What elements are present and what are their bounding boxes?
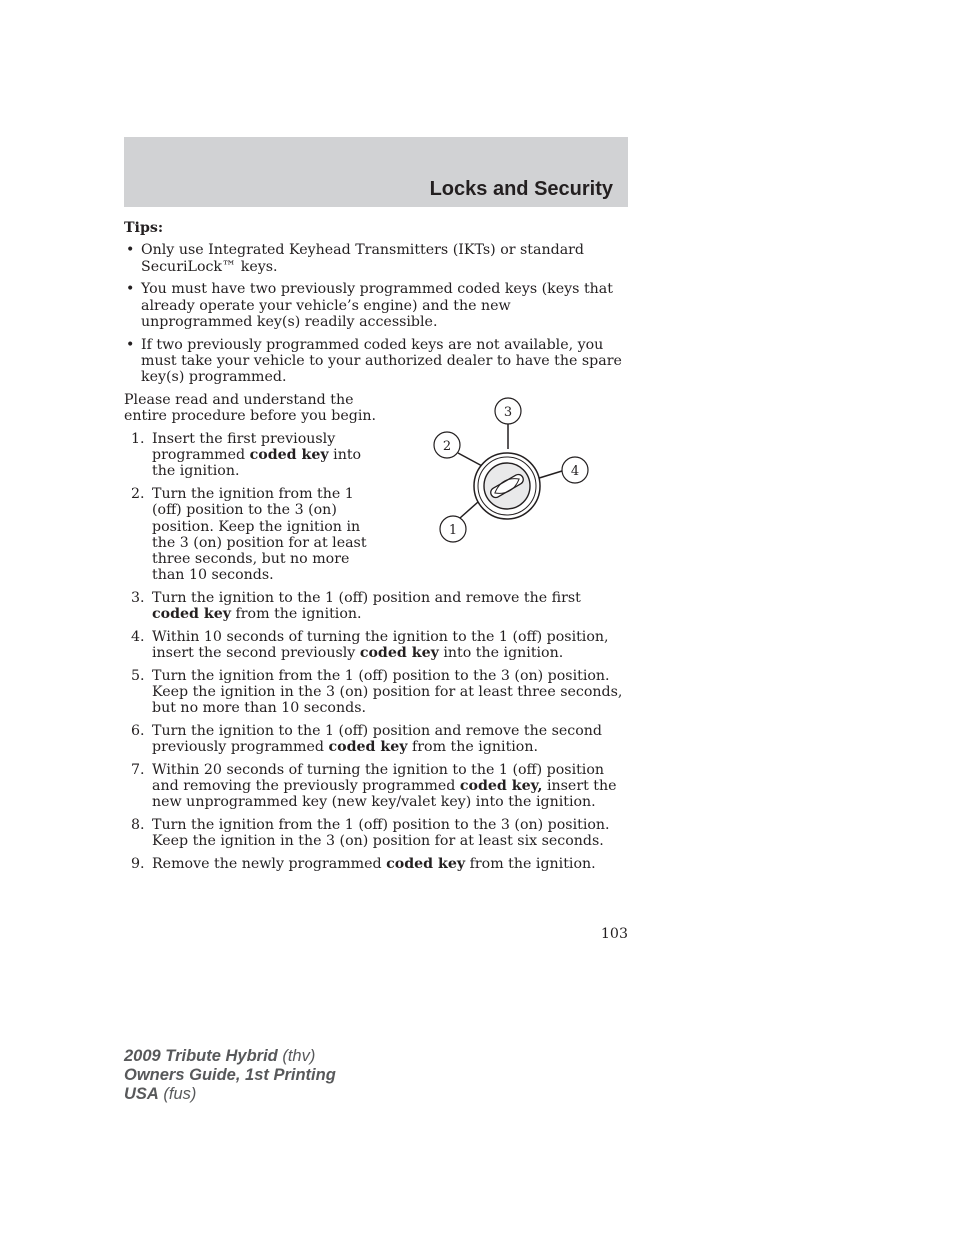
procedure-step bbox=[124, 486, 380, 584]
step-number: 4. bbox=[131, 628, 145, 645]
tip-item bbox=[124, 337, 624, 386]
bullet-icon: • bbox=[126, 336, 135, 353]
position-label: 3 bbox=[503, 405, 513, 420]
step-emphasis: coded key bbox=[328, 739, 408, 756]
document-footer bbox=[124, 1047, 336, 1104]
tip-text: Only use Integrated Keyhead Transmitters (IKTs) or standard SecuriLock™ keys. bbox=[141, 242, 585, 275]
position-4-line bbox=[536, 471, 562, 479]
step-text: into the ignition. bbox=[152, 447, 362, 480]
step-text: Turn the ignition to the 1 (off) position and remove the second previously programmed bbox=[152, 723, 603, 756]
step-text: Within 20 seconds of turning the ignition to the 1 (off) position and removing the previously programmed bbox=[152, 761, 605, 795]
step-text: from the ignition. bbox=[231, 606, 362, 623]
step-emphasis: coded key bbox=[152, 606, 232, 623]
position-label: 1 bbox=[448, 523, 458, 538]
step-text: Turn the ignition from the 1 (off) position to the 3 (on) position. Keep the ignition in the 3 (on) position for at least three seconds, but no more than 10 seconds. bbox=[152, 667, 623, 717]
step-number: 1. bbox=[131, 430, 145, 447]
step-number: 5. bbox=[131, 667, 145, 684]
tip-text: If two previously programmed coded keys are not available, you must take your vehicle to your authorized dealer to have the spare key(s) programmed. bbox=[141, 336, 622, 386]
step-text: from the ignition. bbox=[465, 855, 596, 872]
footer-line-2: Owners Guide, 1st Printing bbox=[124, 1066, 336, 1084]
tips-list bbox=[124, 242, 624, 385]
procedure-step bbox=[124, 723, 624, 756]
step-text: Turn the ignition to the 1 (off) position and remove the first bbox=[152, 590, 581, 607]
position-1-line bbox=[460, 502, 478, 518]
procedure-step bbox=[124, 431, 380, 480]
footer-line-1: 2009 Tribute Hybrid (thv) bbox=[124, 1047, 316, 1065]
page-number: 103 bbox=[600, 926, 628, 942]
step-emphasis: coded key bbox=[359, 645, 439, 662]
step-text: Turn the ignition from the 1 (off) position to the 3 (on) position. Keep the ignition in the 3 (on) position for at least six seconds. bbox=[152, 817, 610, 850]
procedure-step bbox=[124, 590, 624, 623]
section-title: Locks and Security bbox=[429, 178, 613, 200]
procedure-step bbox=[124, 856, 624, 872]
step-number: 3. bbox=[131, 590, 145, 607]
step-text: Within 10 seconds of turning the ignition to the 1 (off) position, insert the second previously bbox=[152, 628, 609, 662]
step-number: 8. bbox=[131, 817, 145, 834]
procedure-intro: Please read and understand the entire procedure before you begin. bbox=[124, 392, 377, 425]
footer-line-3: USA (fus) bbox=[124, 1085, 197, 1103]
step-number: 9. bbox=[131, 855, 145, 872]
step-text: insert the new unprogrammed key (new key/valet key) into the ignition. bbox=[152, 778, 617, 811]
position-label: 4 bbox=[570, 464, 580, 479]
position-2-line bbox=[458, 453, 484, 467]
ignition-positions-diagram bbox=[428, 393, 598, 548]
procedure-step bbox=[124, 629, 624, 662]
position-label: 2 bbox=[442, 439, 452, 454]
section-header-band bbox=[124, 137, 628, 207]
tip-item bbox=[124, 281, 624, 330]
step-number: 7. bbox=[131, 761, 145, 778]
procedure-step bbox=[124, 762, 624, 811]
step-emphasis: coded key bbox=[386, 855, 466, 872]
bullet-icon: • bbox=[126, 281, 135, 298]
page-content bbox=[124, 220, 624, 879]
procedure-step bbox=[124, 668, 624, 717]
tips-heading: Tips: bbox=[124, 220, 164, 236]
tip-text: You must have two previously programmed coded keys (keys that already operate your vehicle’s engine) and the new unprogrammed key(s) readily accessible. bbox=[141, 281, 613, 330]
step-text: Insert the first previously programmed bbox=[152, 430, 336, 464]
step-text: Turn the ignition from the 1 (off) position to the 3 (on) position. Keep the ignition in the 3 (on) position for at least three seconds, but no more than 10 seconds. bbox=[152, 485, 367, 584]
step-emphasis: coded key bbox=[249, 447, 329, 464]
tip-item bbox=[124, 242, 624, 275]
step-text: into the ignition. bbox=[438, 645, 564, 662]
step-emphasis: coded key, bbox=[459, 778, 543, 795]
step-number: 6. bbox=[131, 723, 145, 739]
step-number: 2. bbox=[131, 485, 145, 502]
step-text: from the ignition. bbox=[407, 739, 538, 756]
step-text: Remove the newly programmed bbox=[152, 855, 387, 872]
bullet-icon: • bbox=[126, 242, 135, 259]
procedure-step bbox=[124, 817, 624, 850]
